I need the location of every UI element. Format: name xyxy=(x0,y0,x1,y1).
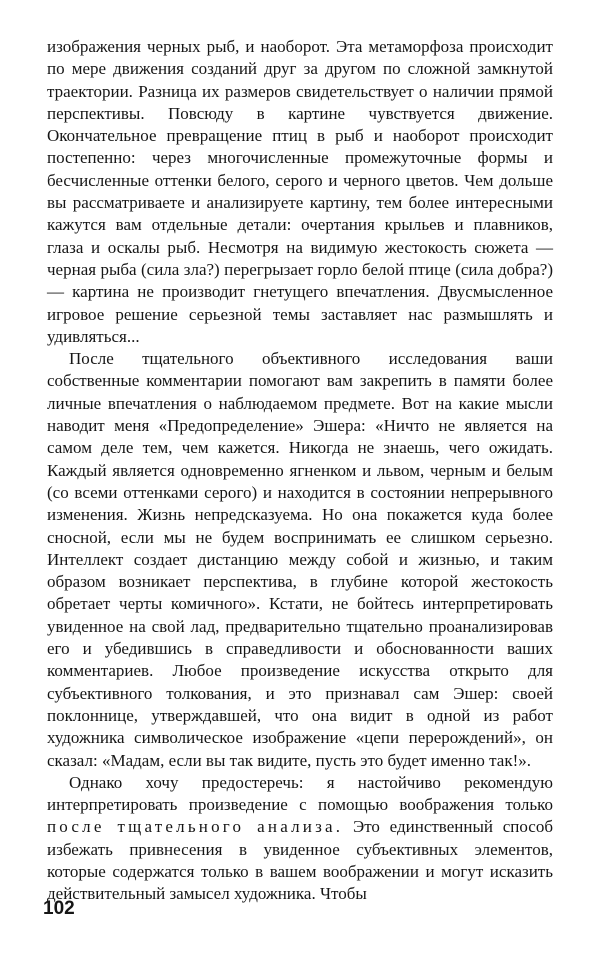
paragraph-3-start: Однако хочу предостеречь: я настойчиво рекомендую интерпретировать произведение с помощью воображения только xyxy=(47,772,553,815)
page-body xyxy=(47,36,553,906)
paragraph-3-end: Это единственный способ избежать привнесения в увиденное субъективных элементов, которые содержатся только в вашем воображении и могут исказить действительный замысел художника. Чтобы xyxy=(47,817,553,904)
paragraph-3-emphasis: после тщательного анализа. xyxy=(47,817,344,837)
page-number: 102 xyxy=(43,898,75,919)
paragraph-2: После тщательного объективного исследования ваши собственные комментарии помогают вам закрепить в памяти более личные впечатления о наблюдаемом предмете. Вот на какие мысли наводит меня «Предопределение» Эшера: «Ничто не является на самом деле тем, чем кажется. Никогда не знаешь, чего ожидать. Каждый является одновременно ягненком и львом, черным и белым (со всеми оттенками серого) и находится в состоянии непрерывного изменения. Жизнь непредсказуема. Но она покажется куда более сносной, если мы не будем воспринимать ее слишком серьезно. Интеллект создает дистанцию между собой и жизнью, и таким образом возникает перспектива, в глубине которой жестокость обретает черты комичного». Кстати, не бойтесь интерпретировать увиденное на свой лад, предварительно тщательно проанализировав его и убедившись в справедливости и обоснованности ваших комментариев. Любое произведение искусства открыто для субъективного толкования, и это признавал сам Эшер: своей поклоннице, утверждавшей, что она видит в одной из работ художника символическое изображение «цепи перерождений», он сказал: «Мадам, если вы так видите, пусть это будет именно так!». xyxy=(47,349,553,770)
paragraph-3 xyxy=(47,772,553,906)
paragraph-1: изображения черных рыб, и наоборот. Эта метаморфоза происходит по мере движения созданий друг за другом по сложной замкнутой траектории. Разница их размеров свидетельствует о наличии прямой перспективы. Повсюду в картине чувствуется движение. Окончательное превращение птиц в рыб и наоборот происходит постепенно: через многочисленные промежуточные формы и бесчисленные оттенки белого, серого и черного цветов. Чем дольше вы рассматриваете и анализируете картину, тем более интересными кажутся вам отдельные детали: очертания крыльев и плавников, глаза и оскалы рыб. Несмотря на видимую жестокость сюжета — черная рыба (сила зла?) перегрызает горло белой птице (сила добра?) — картина не производит гнетущего впечатления. Двусмысленное игровое решение серьезной темы заставляет нас размышлять и удивляться... xyxy=(47,37,553,346)
